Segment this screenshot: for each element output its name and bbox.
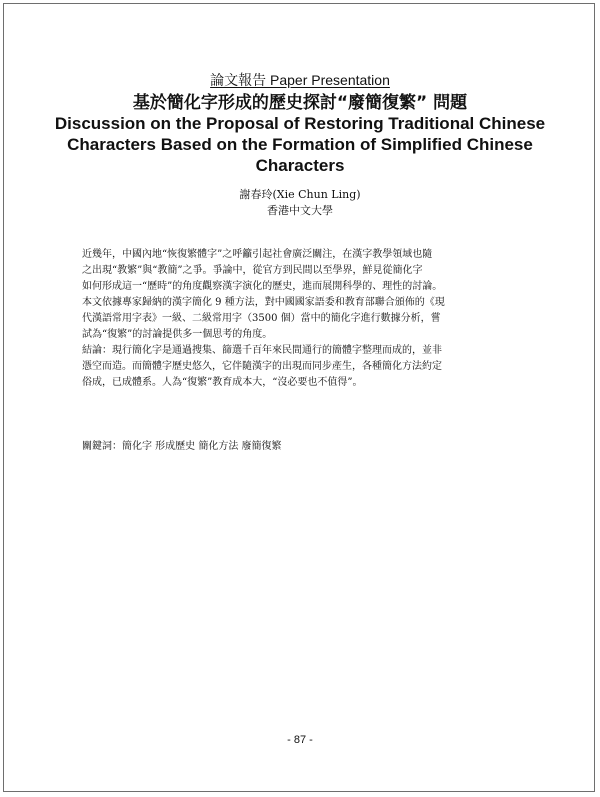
abstract-line: 近幾年，中國內地“恢復繁體字”之呼籲引起社會廣泛關注，在漢字教學領域也隨 (82, 249, 433, 260)
section-label: 論文報告 Paper Presentation (210, 72, 390, 88)
author-affiliation: 香港中文大學 (267, 204, 333, 217)
conclusion-line: 俗成，已成體系。人為“復繁”教育成本大，“沒必要也不值得”。 (82, 377, 363, 388)
author-name: 謝春玲(Xie Chun Ling) (239, 188, 361, 201)
page-number: - 87 - (287, 734, 313, 746)
abstract-line: 代漢語常用字表》一級、二級常用字（3500 個）當中的簡化字進行數據分析，嘗 (82, 313, 441, 324)
abstract-line: 之出現“教繁”與“教簡”之爭。爭論中，從官方到民間以至學界，鮮見從簡化字 (82, 265, 423, 276)
conclusion-line: 憑空而造。而簡體字歷史悠久，它伴隨漢字的出現而同步產生，各種簡化方法約定 (82, 361, 442, 372)
abstract-line: 本文依據專家歸納的漢字簡化 9 種方法，對中國國家語委和教育部聯合頒佈的《現 (82, 297, 445, 308)
abstract-line: 如何形成這一“歷時”的角度觀察漢字演化的歷史，進而展開科學的、理性的討論。 (82, 281, 443, 292)
keywords: 關鍵詞：簡化字 形成歷史 簡化方法 廢簡復繁 (82, 441, 282, 452)
abstract-line: 試為“復繁”的討論提供多一個思考的角度。 (82, 329, 273, 340)
title-english (0, 113, 600, 176)
title-english-line: Characters (255, 156, 345, 175)
title-english-line: Characters Based on the Formation of Simplified Chinese (67, 135, 533, 154)
conclusion-line: 結論：現行簡化字是通過搜集、篩選千百年來民間通行的簡體字整理而成的，並非 (82, 345, 442, 356)
title-chinese: 基於簡化字形成的歷史探討“廢簡復繁” 問題 (132, 93, 468, 113)
abstract (82, 247, 522, 391)
title-english-line: Discussion on the Proposal of Restoring Traditional Chinese (54, 114, 546, 133)
